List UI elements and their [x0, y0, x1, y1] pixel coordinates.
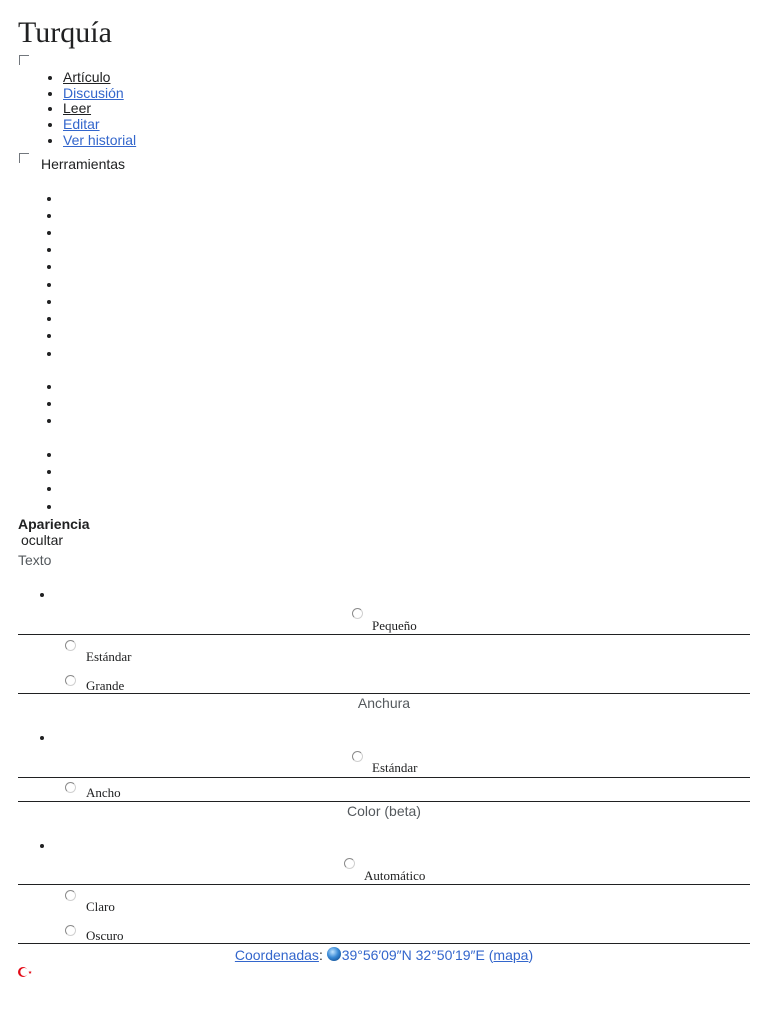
tools-list-item: [47, 197, 51, 201]
list-item: [63, 101, 136, 117]
tools-label[interactable]: Herramientas: [41, 156, 126, 172]
tab-edit[interactable]: Editar: [63, 116, 100, 133]
tab-discussion[interactable]: Discusión: [63, 84, 124, 101]
width-standard-label[interactable]: Estándar: [372, 760, 418, 775]
text-size-small-label[interactable]: Pequeño: [372, 618, 417, 633]
tools-list-item: [47, 419, 51, 423]
map-link[interactable]: mapa: [493, 947, 529, 963]
tools-list-item: [47, 487, 51, 491]
turkey-flag-icon: [17, 965, 35, 979]
tools-list-item: [47, 283, 51, 287]
tab-read[interactable]: Leer: [63, 100, 92, 117]
text-size-large-radio[interactable]: [65, 675, 76, 686]
divider: [18, 943, 750, 944]
coordinates-separator: :: [318, 947, 323, 963]
coordinates: [0, 947, 768, 963]
text-size-small-radio[interactable]: [352, 608, 363, 619]
main-menu-checkbox[interactable]: [19, 55, 29, 65]
width-wide-radio[interactable]: [65, 782, 76, 793]
list-item: [40, 844, 44, 848]
width-standard-radio[interactable]: [352, 751, 363, 762]
tools-list-item: [47, 300, 51, 304]
list-item: [63, 133, 136, 149]
page-views-list: [18, 70, 136, 149]
width-label: Anchura: [357, 695, 411, 711]
divider: [18, 801, 750, 802]
list-item: [63, 70, 136, 86]
globe-icon[interactable]: [327, 947, 341, 961]
tools-list-item: [47, 470, 51, 474]
page-title: Turquía: [18, 16, 112, 49]
close-paren: ): [528, 947, 534, 963]
tools-checkbox[interactable]: [19, 153, 29, 163]
tools-list-item: [47, 505, 51, 509]
tools-list-item: [47, 453, 51, 457]
color-dark-radio[interactable]: [65, 925, 76, 936]
color-light-radio[interactable]: [65, 890, 76, 901]
color-auto-label[interactable]: Automático: [364, 868, 426, 883]
width-wide-label[interactable]: Ancho: [86, 785, 121, 800]
list-item: [63, 86, 136, 102]
tools-list-item: [47, 248, 51, 252]
appearance-hide-button[interactable]: ocultar: [21, 532, 64, 548]
tools-list-item: [47, 402, 51, 406]
text-size-label: Texto: [18, 552, 52, 568]
tab-history[interactable]: Ver historial: [63, 131, 137, 148]
list-item: [63, 117, 136, 133]
tools-list-item: [47, 334, 51, 338]
color-dark-label[interactable]: Oscuro: [86, 928, 124, 943]
appearance-heading: Apariencia: [18, 516, 90, 532]
text-size-standard-label[interactable]: Estándar: [86, 649, 132, 664]
divider: [18, 884, 750, 885]
tools-list-item: [47, 214, 51, 218]
tab-article[interactable]: Artículo: [63, 69, 111, 85]
text-size-standard-radio[interactable]: [65, 640, 76, 651]
tools-list-item: [47, 352, 51, 356]
tools-list-item: [47, 385, 51, 389]
tools-list-item: [47, 317, 51, 321]
color-light-label[interactable]: Claro: [86, 899, 115, 914]
color-auto-radio[interactable]: [344, 858, 355, 869]
divider: [18, 777, 750, 778]
open-paren: (: [488, 947, 494, 963]
tools-list-item: [47, 231, 51, 235]
coordinates-link[interactable]: Coordenadas: [234, 947, 319, 963]
tools-list-item: [47, 265, 51, 269]
text-size-large-label[interactable]: Grande: [86, 678, 125, 693]
color-label: Color (beta): [347, 803, 421, 819]
coordinates-value[interactable]: 39°56′09″N 32°50′19″E: [341, 947, 485, 963]
list-item: [40, 736, 44, 740]
list-item: [40, 593, 44, 597]
divider: [18, 634, 750, 635]
divider: [18, 693, 750, 694]
